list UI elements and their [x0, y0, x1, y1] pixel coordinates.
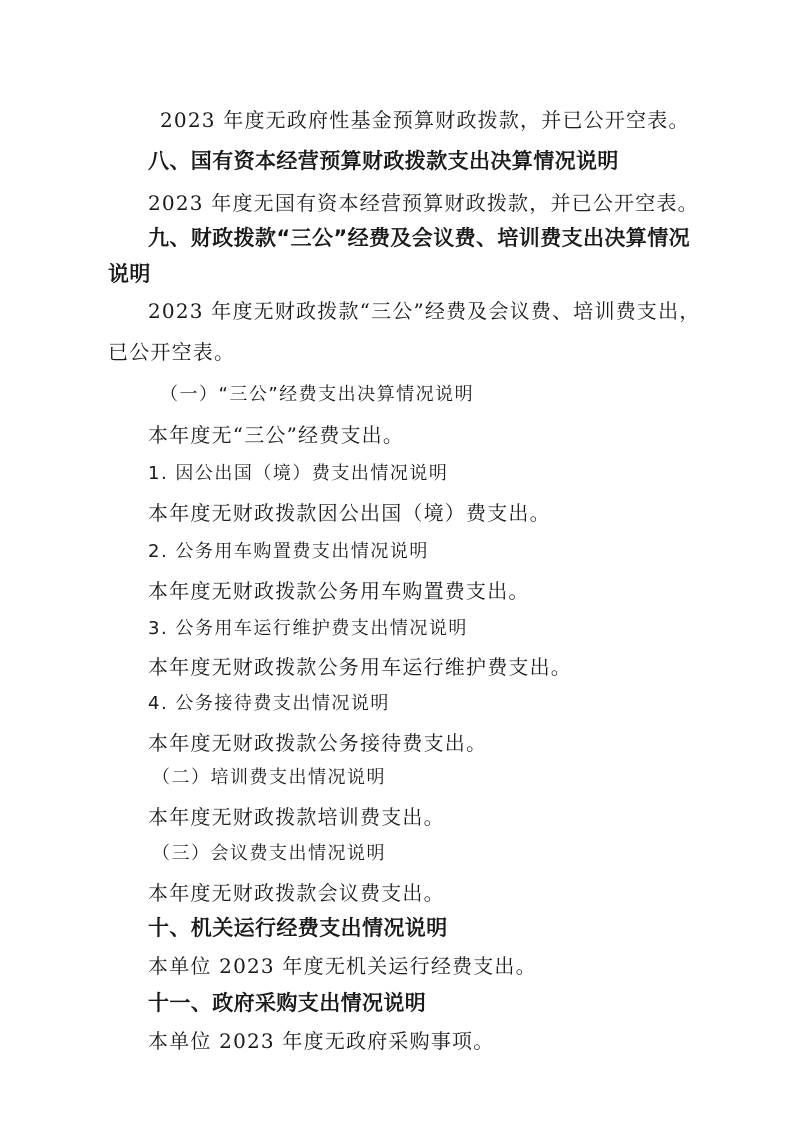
subheading-2: （二）培训费支出情况说明	[152, 767, 386, 788]
paragraph-vehicle-purchase-none: 本年度无财政拨款公务用车购置费支出。	[148, 579, 530, 603]
section-heading-8: 八、国有资本经营预算财政拨款支出决算情况说明	[148, 149, 619, 173]
paragraph-operation-cost-none: 本单位 2023 年度无机关运行经费支出。	[148, 954, 537, 978]
subheading-1: （一）“三公”经费支出决算情况说明	[160, 384, 475, 405]
section-heading-11: 十一、政府采购支出情况说明	[148, 991, 427, 1015]
paragraph-govt-fund-note: 2023 年度无政府性基金预算财政拨款，并已公开空表。	[160, 108, 690, 132]
paragraph-travel-abroad-none: 本年度无财政拨款因公出国（境）费支出。	[148, 501, 551, 525]
subheading-1-4: 4. 公务接待费支出情况说明	[148, 693, 390, 714]
paragraph-state-capital-note: 2023 年度无国有资本经营预算财政拨款，并已公开空表。	[148, 191, 699, 215]
section-heading-9: 九、财政拨款“三公”经费及会议费、培训费支出决算情况	[148, 226, 691, 250]
paragraph-meeting-none: 本年度无财政拨款会议费支出。	[148, 881, 445, 905]
subheading-1-1: 1. 因公出国（境）费支出情况说明	[148, 463, 449, 484]
paragraph-vehicle-operation-none: 本年度无财政拨款公务用车运行维护费支出。	[148, 655, 572, 679]
section-heading-9-cont: 说明	[108, 262, 151, 286]
subheading-1-2: 2. 公务用车购置费支出情况说明	[148, 541, 429, 562]
subheading-1-3: 3. 公务用车运行维护费支出情况说明	[148, 618, 468, 639]
paragraph-reception-none: 本年度无财政拨款公务接待费支出。	[148, 731, 488, 755]
subheading-3: （三）会议费支出情况说明	[152, 843, 386, 864]
paragraph-training-none: 本年度无财政拨款培训费支出。	[148, 805, 445, 829]
paragraph-three-public-note: 2023 年度无财政拨款“三公”经费及会议费、培训费支出，	[148, 299, 701, 323]
paragraph-three-public-none: 本年度无“三公”经费支出。	[148, 423, 405, 447]
section-heading-10: 十、机关运行经费支出情况说明	[148, 916, 448, 940]
paragraph-procurement-none: 本单位 2023 年度无政府采购事项。	[148, 1029, 495, 1053]
paragraph-three-public-note-cont: 已公开空表。	[108, 340, 236, 364]
